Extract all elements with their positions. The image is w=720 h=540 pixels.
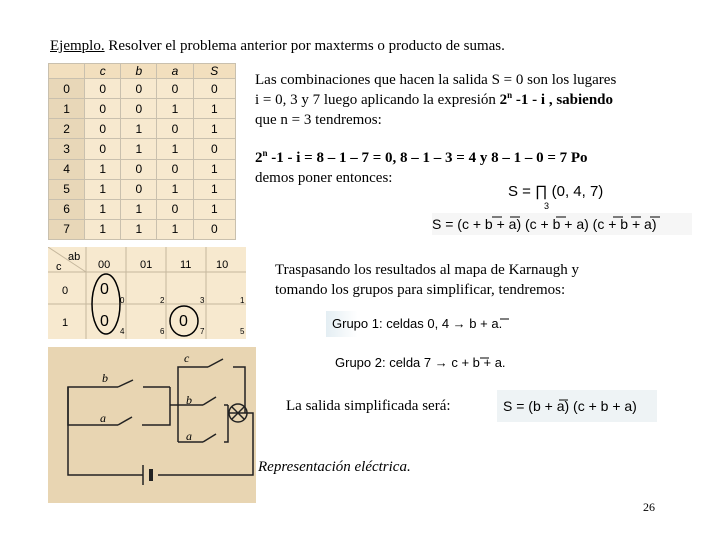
kmap-corner-c: c [56, 261, 62, 273]
kmap-col-01: 01 [140, 259, 153, 271]
truth-table-cell: 1 [157, 139, 193, 159]
truth-table-cell: 0 [193, 79, 235, 99]
circuit-diagram [48, 347, 256, 503]
title-label: Ejemplo. [50, 38, 105, 54]
kmap-idx-7: 7 [200, 327, 205, 336]
truth-table-cell: 1 [193, 199, 235, 219]
truth-table-cell: 0 [121, 159, 157, 179]
truth-table-cell: 1 [121, 219, 157, 239]
para2-line1: 2$^n$ -1 - i = 8 – 1 – 7 = 0, 8 – 1 – 3 = 4 y 8 – 1 – 0 = 7 Po [255, 148, 588, 166]
kmap-corner-ab: ab [68, 251, 81, 263]
truth-table-cell: 0 [121, 179, 157, 199]
circuit-label-a1: a [100, 411, 106, 425]
group2-text: Grupo 2: celda 7 → c + b + a. [335, 355, 506, 370]
truth-table-cell: 0 [85, 79, 121, 99]
page-number: 26 [643, 500, 655, 514]
paragraph-combinations [255, 70, 695, 130]
title-text: Resolver el problema anterior por maxterms o producto de sumas. [104, 38, 505, 54]
truth-table-cell: 0 [85, 139, 121, 159]
truth-table-cell: 1 [157, 99, 193, 119]
formula-expanded-text: S = (c + b + a) (c + b + a) (c + b + a) [432, 216, 657, 232]
formula-product [508, 183, 638, 211]
circuit-label-b2: b [186, 393, 192, 407]
truth-table-cell: 0 [121, 79, 157, 99]
truth-table-cell: 0 [157, 79, 193, 99]
truth-table-row [49, 219, 236, 239]
result-label: La salida simplificada será: [286, 398, 451, 414]
caption: Representación eléctrica. [258, 459, 411, 475]
kmap-row-1: 1 [62, 317, 69, 329]
kmap-idx-5: 5 [240, 327, 245, 336]
truth-table-row [49, 99, 236, 119]
truth-table-row [49, 179, 236, 199]
para3-line2: tomando los grupos para simplificar, tendremos: [275, 282, 566, 298]
karnaugh-map-image [48, 247, 246, 339]
kmap-idx-4: 4 [120, 327, 125, 336]
truth-table-cell: 1 [157, 219, 193, 239]
circuit-label-b1: b [102, 371, 108, 385]
result-formula-text: S = (b + a) (c + b + a) [503, 398, 637, 414]
truth-table-cell: 3 [49, 139, 85, 159]
truth-table-header [49, 64, 85, 79]
kmap-idx-6: 6 [160, 327, 165, 336]
truth-table-header: S [193, 64, 235, 79]
formula-expanded [432, 213, 692, 235]
circuit-label-c: c [184, 351, 190, 365]
truth-table-cell: 1 [85, 159, 121, 179]
truth-table-row [49, 139, 236, 159]
truth-table-row [49, 159, 236, 179]
truth-table-cell: 1 [193, 179, 235, 199]
truth-table-cell: 2 [49, 119, 85, 139]
kmap-idx-1: 1 [240, 296, 245, 305]
truth-table-cell: 0 [193, 139, 235, 159]
kmap-cell-0: 0 [100, 281, 109, 298]
para3-line1: Traspasando los resultados al mapa de Karnaugh y [275, 262, 579, 278]
kmap-col-11: 11 [180, 259, 192, 271]
truth-table-header: c [85, 64, 121, 79]
truth-table-row [49, 79, 236, 99]
truth-table-cell: 1 [85, 179, 121, 199]
truth-table-cell: 0 [121, 99, 157, 119]
truth-table-cell: 1 [121, 199, 157, 219]
truth-table-cell: 1 [85, 219, 121, 239]
truth-table-cell: 1 [49, 99, 85, 119]
para1-line3: que n = 3 tendremos: [255, 112, 382, 128]
group2-formula [333, 352, 543, 376]
truth-table-cell: 1 [157, 179, 193, 199]
truth-table-row [49, 119, 236, 139]
formula-product-text: S = ∏ (0, 4, 7) [508, 183, 604, 200]
paragraph-karnaugh [275, 260, 695, 300]
page-title [50, 38, 505, 55]
kmap-idx-3: 3 [200, 296, 205, 305]
group1-formula [326, 311, 536, 337]
truth-table [48, 63, 236, 240]
truth-table-header: b [121, 64, 157, 79]
kmap-cell-7: 0 [179, 313, 188, 330]
truth-table-cell: 0 [85, 119, 121, 139]
truth-table-cell: 0 [49, 79, 85, 99]
group1-text: Grupo 1: celdas 0, 4 → b + a. [332, 316, 503, 331]
truth-table-cell: 0 [157, 159, 193, 179]
truth-table-cell: 1 [193, 159, 235, 179]
result-formula [497, 390, 657, 422]
truth-table-cell: 5 [49, 179, 85, 199]
truth-table-cell: 1 [121, 139, 157, 159]
circuit-label-a2: a [186, 429, 192, 443]
truth-table-row [49, 199, 236, 219]
circuit-diagram-image [48, 347, 256, 503]
kmap-col-10: 10 [216, 259, 229, 271]
truth-table-cell: 6 [49, 199, 85, 219]
truth-table-header: a [157, 64, 193, 79]
formula-product-sub: 3 [544, 201, 550, 211]
truth-table-cell: 0 [157, 199, 193, 219]
truth-table-cell: 0 [193, 219, 235, 239]
para1-line2: i = 0, 3 y 7 luego aplicando la expresión 2$^n$ -1 - i , sabiendo [255, 90, 614, 108]
kmap-cell-4: 0 [100, 313, 109, 330]
kmap-idx-2: 2 [160, 296, 165, 305]
para1-line1: Las combinaciones que hacen la salida S = 0 son los lugares [255, 72, 617, 88]
paragraph-calculation [255, 148, 705, 188]
kmap-col-00: 00 [98, 259, 111, 271]
truth-table-cell: 1 [193, 99, 235, 119]
truth-table-cell: 1 [121, 119, 157, 139]
truth-table-cell: 0 [157, 119, 193, 139]
truth-table-cell: 0 [85, 99, 121, 119]
truth-table-image [48, 63, 236, 240]
para2-line2: demos poner entonces: [255, 170, 393, 186]
kmap-row-0: 0 [62, 285, 69, 297]
kmap-idx-0: 0 [120, 296, 125, 305]
truth-table-cell: 7 [49, 219, 85, 239]
truth-table-cell: 1 [85, 199, 121, 219]
truth-table-cell: 4 [49, 159, 85, 179]
truth-table-cell: 1 [193, 119, 235, 139]
